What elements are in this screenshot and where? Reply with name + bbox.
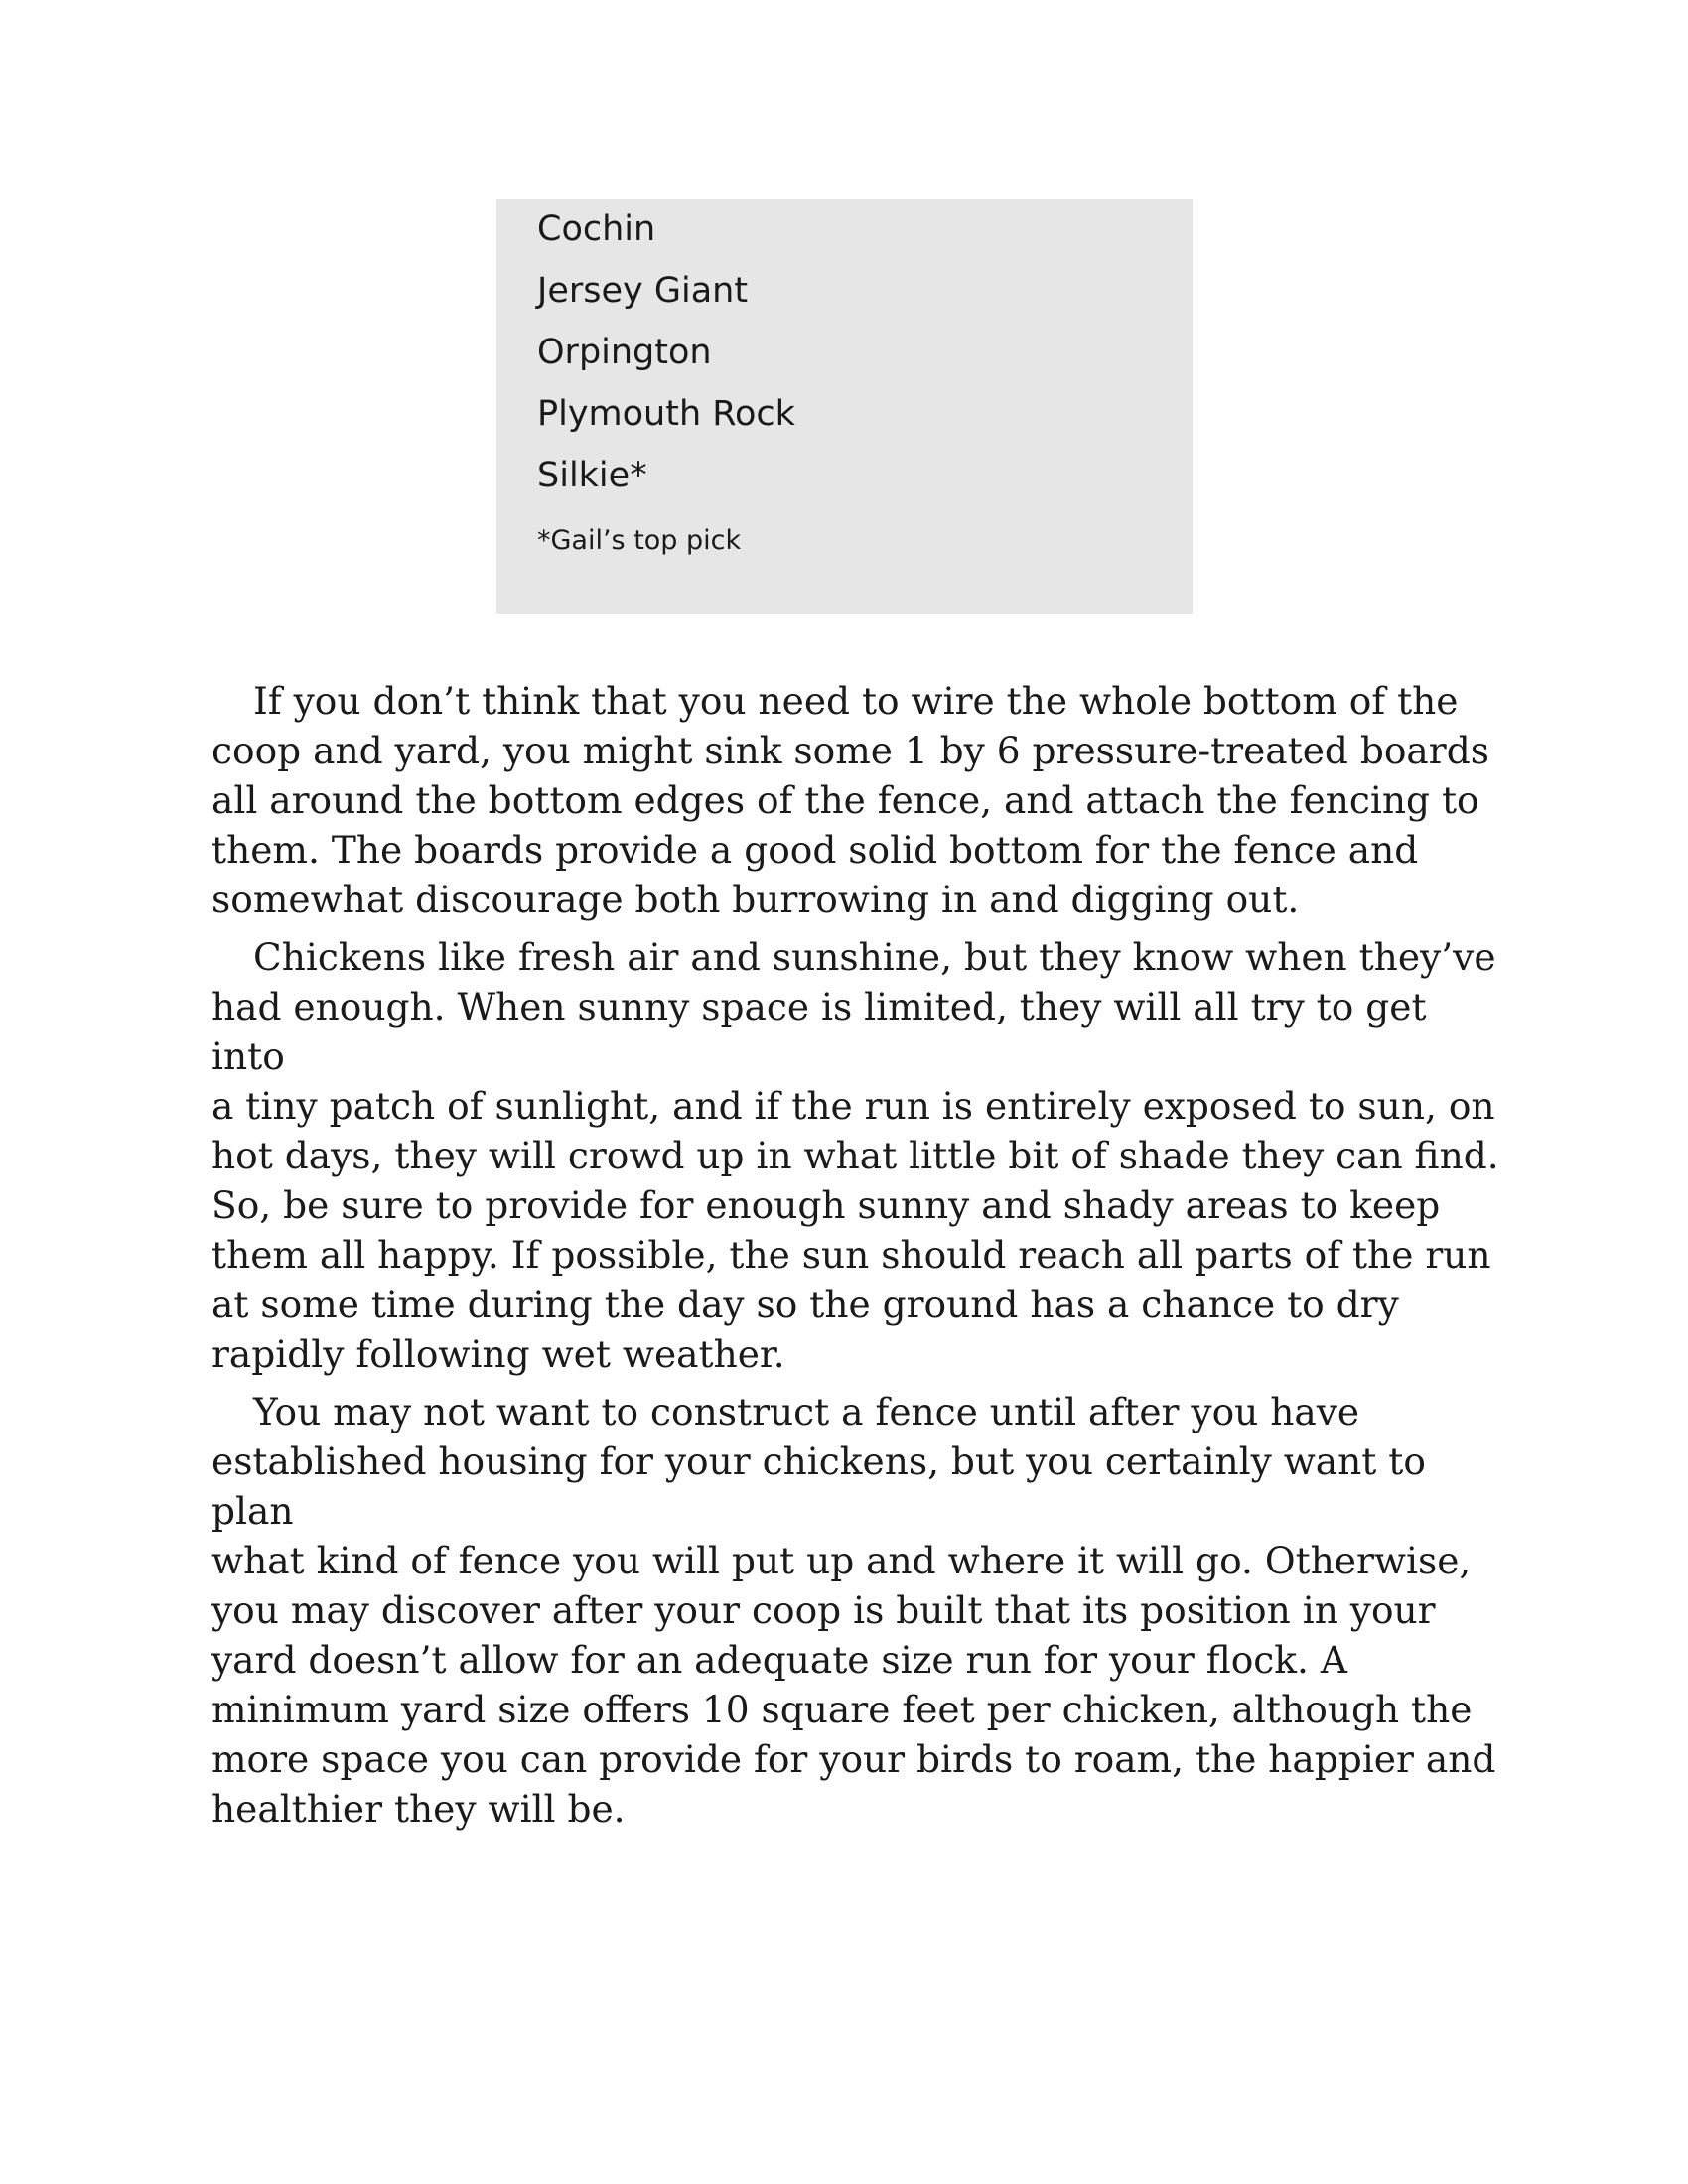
breed-list bbox=[537, 199, 1193, 506]
paragraph-fence-boards: If you don’t think that you need to wire the whole bottom of the coop and yard, you might sink some 1 by 6 pressure-treated boards all around the bottom edges of the fence, and attach the fencing to them. The boards provide a good solid bottom for the fence and somewhat discourage both burrowing in and digging out. bbox=[211, 679, 1489, 921]
breed-item-cochin: Cochin bbox=[537, 209, 656, 249]
breed-item-orpington: Orpington bbox=[537, 333, 712, 372]
breed-item-plymouth-rock: Plymouth Rock bbox=[537, 394, 795, 434]
breed-item-jersey-giant: Jersey Giant bbox=[537, 271, 749, 311]
body-text bbox=[211, 676, 1502, 1842]
paragraph-sun-and-shade: Chickens like fresh air and sunshine, but they know when they’ve had enough. When sunny space is limited, they will all try to get into a tiny patch of sunlight, and if the run is entirely exposed to sun, on hot days, they will crowd up in what little bit of shade they can find. So, be sure to provide for enough sunny and shady areas to keep them all happy. If possible, the sun should reach all parts of the run at some time during the day so the ground has a chance to dry rapidly following wet weather. bbox=[211, 935, 1499, 1376]
breed-item-silkie: Silkie* bbox=[537, 456, 647, 495]
paragraph-yard-size: You may not want to construct a fence until after you have established housing for your chickens, but you certainly want to plan what kind of fence you will put up and where it will go. Otherwise, you may discover after your coop is built that its position in your yard doesn’t allow for an adequate size run for your flock. A minimum yard size offers 10 square feet per chicken, although the more space you can provide for your birds to roam, the happier and healthier they will be. bbox=[211, 1390, 1496, 1831]
top-pick-footnote: *Gail’s top pick bbox=[537, 525, 742, 556]
breed-sidebar-box bbox=[496, 199, 1193, 614]
